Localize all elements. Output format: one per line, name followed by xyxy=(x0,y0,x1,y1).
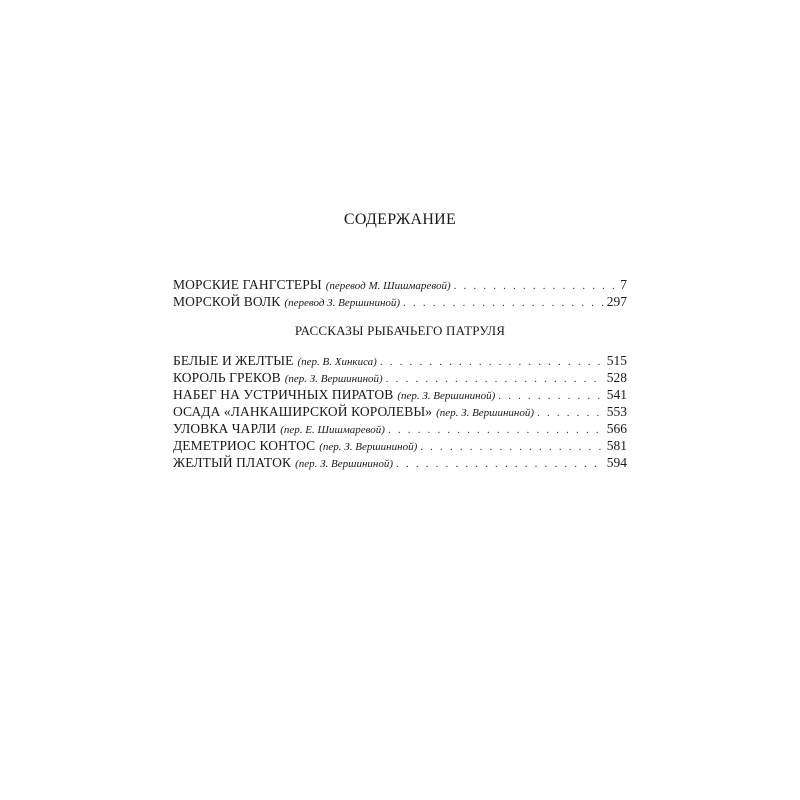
story-entries-list xyxy=(173,352,627,471)
entry-page-number: 7 xyxy=(620,277,627,292)
dot-leader xyxy=(380,354,604,369)
toc-entry[interactable] xyxy=(173,352,627,369)
entry-title: НАБЕГ НА УСТРИЧНЫХ ПИРАТОВ xyxy=(173,387,394,402)
toc-entry[interactable] xyxy=(173,276,627,293)
entry-page-number: 528 xyxy=(606,370,627,385)
dot-leader xyxy=(403,295,604,310)
entry-page-number: 541 xyxy=(606,387,627,402)
dot-leader xyxy=(420,439,604,454)
dot-leader xyxy=(388,422,604,437)
entry-title: МОРСКОЙ ВОЛК xyxy=(173,294,281,309)
toc-entry[interactable] xyxy=(173,420,627,437)
entry-translator: (пер. З. Вершининой) xyxy=(319,441,418,453)
main-entries-list xyxy=(173,276,627,310)
section-heading: РАССКАЗЫ РЫБАЧЬЕГО ПАТРУЛЯ xyxy=(294,323,506,338)
toc-entry[interactable] xyxy=(173,403,627,420)
entry-title: ДЕМЕТРИОС КОНТОС xyxy=(173,438,316,453)
entry-title: МОРСКИЕ ГАНГСТЕРЫ xyxy=(173,277,322,292)
dot-leader xyxy=(454,278,618,293)
entry-page-number: 594 xyxy=(606,455,627,470)
entry-title: БЕЛЫЕ И ЖЕЛТЫЕ xyxy=(173,353,294,368)
entry-page-number: 297 xyxy=(606,294,627,309)
toc-heading: СОДЕРЖАНИЕ xyxy=(343,211,457,228)
entry-title: УЛОВКА ЧАРЛИ xyxy=(173,421,277,436)
entry-translator: (пер. Е. Шишмаревой) xyxy=(280,424,385,436)
entry-translator: (пер. В. Хинкиса) xyxy=(297,356,377,368)
dot-leader xyxy=(537,405,604,420)
entry-translator: (пер. З. Вершининой) xyxy=(397,390,496,402)
toc-entry[interactable] xyxy=(173,369,627,386)
toc-entry[interactable] xyxy=(173,386,627,403)
entry-title: ОСАДА «ЛАНКАШИРСКОЙ КОРОЛЕВЫ» xyxy=(173,404,433,419)
entry-page-number: 581 xyxy=(606,438,627,453)
dot-leader xyxy=(396,456,604,471)
entry-translator: (перевод М. Шишмаревой) xyxy=(325,280,451,292)
entry-page-number: 566 xyxy=(606,421,627,436)
toc-entry[interactable] xyxy=(173,437,627,454)
entry-translator: (пер. З. Вершининой) xyxy=(284,373,383,385)
entry-page-number: 553 xyxy=(606,404,627,419)
toc-entry[interactable] xyxy=(173,293,627,310)
entry-translator: (пер. З. Вершининой) xyxy=(436,407,535,419)
entry-translator: (перевод З. Вершининой) xyxy=(284,297,401,309)
entry-title: КОРОЛЬ ГРЕКОВ xyxy=(173,370,281,385)
entry-page-number: 515 xyxy=(606,353,627,368)
entry-translator: (пер. З. Вершининой) xyxy=(295,458,394,470)
toc-entry[interactable] xyxy=(173,454,627,471)
entry-title: ЖЕЛТЫЙ ПЛАТОК xyxy=(173,455,292,470)
dot-leader xyxy=(386,371,604,386)
dot-leader xyxy=(498,388,603,403)
